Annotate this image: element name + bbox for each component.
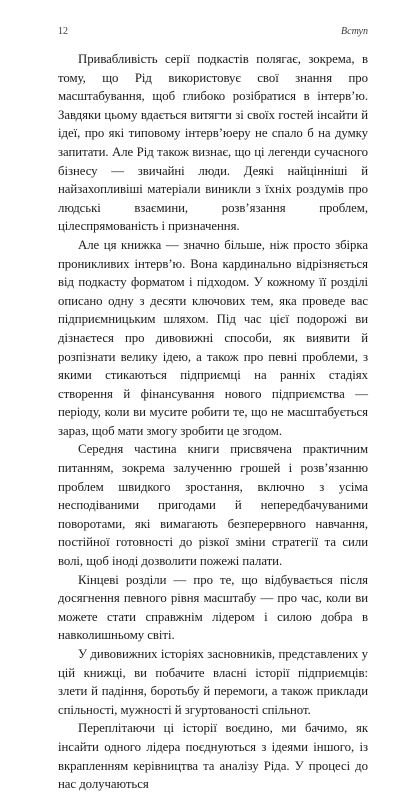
paragraph: Але ця книжка — значно більше, ніж просто збірка проникливих інтерв’ю. Вона кардинально відрізняється від подкасту форматом і підходом. У кожному її розділі описано одну з десяти ключових тем, яка проведе вас підприємницьким шляхом. Під час цієї подорожі ви дізнаєтеся про дивовижні способи, як виявити й розпізнати велику ідею, а також про певні проблеми, з якими стикаються підприємці на ранніх стадіях створення й фінансування нового підприємства — періоду, коли ви мусите робити те, що не масштабується зараз, щоб мати змогу зробити це згодом.: [58, 237, 368, 438]
paragraph: Середня частина книги присвячена практичним питанням, зокрема залученню грошей і розв’язанню проблем швидкого зростання, включно з усіма несподіваними пригодами й непередбачуваними поворотами, які вимагають безперервного навчання, постійної готовності до різкої зміни стратегії та сили волі, щоб іноді дозволити пожежі палати.: [58, 442, 368, 569]
page-header: [58, 26, 368, 40]
paragraph: У дивовижних історіях засновників, представлених у цій книжці, ви побачите власні історії підприємців: злети й падіння, боротьбу й перемоги, а також приклади спільності, мужності й згуртованості спільнот.: [58, 647, 368, 717]
running-head: Вступ: [341, 26, 368, 37]
paragraph: Кінцеві розділи — про те, що відбувається після досягнення певного рівня масштабу — про час, коли ви можете стати справжнім лідером і силою добра в навколишньому світі.: [58, 572, 368, 643]
page-number: 12: [58, 26, 68, 37]
paragraph: Привабливість серії подкастів полягає, зокрема, в тому, що Рід використовує свої знання про масштабування, щоб глибоко розібратися в інтерв’ю. Завдяки цьому вдається витягти зі своїх гостей інсайти й ідеї, про які типовому інтерв’юеру не спало б на думку запитати. Але Рід також визнає, що ці легенди сучасного бізнесу — звичайні люди. Деякі найцінніші й найзахопливіші матеріали виникли з їхніх роздумів про людські взаємини, розв’язання проблем, цілеспрямованість і призначення.: [58, 52, 368, 234]
paragraph: Переплітаючи ці історії воєдино, ми бачимо, як інсайти одного лідера поєднуються з ідеями іншого, із вкрапленням керівництва та аналізу Ріда. У процесі до нас долучаються: [58, 721, 368, 792]
body-text: [58, 50, 368, 794]
